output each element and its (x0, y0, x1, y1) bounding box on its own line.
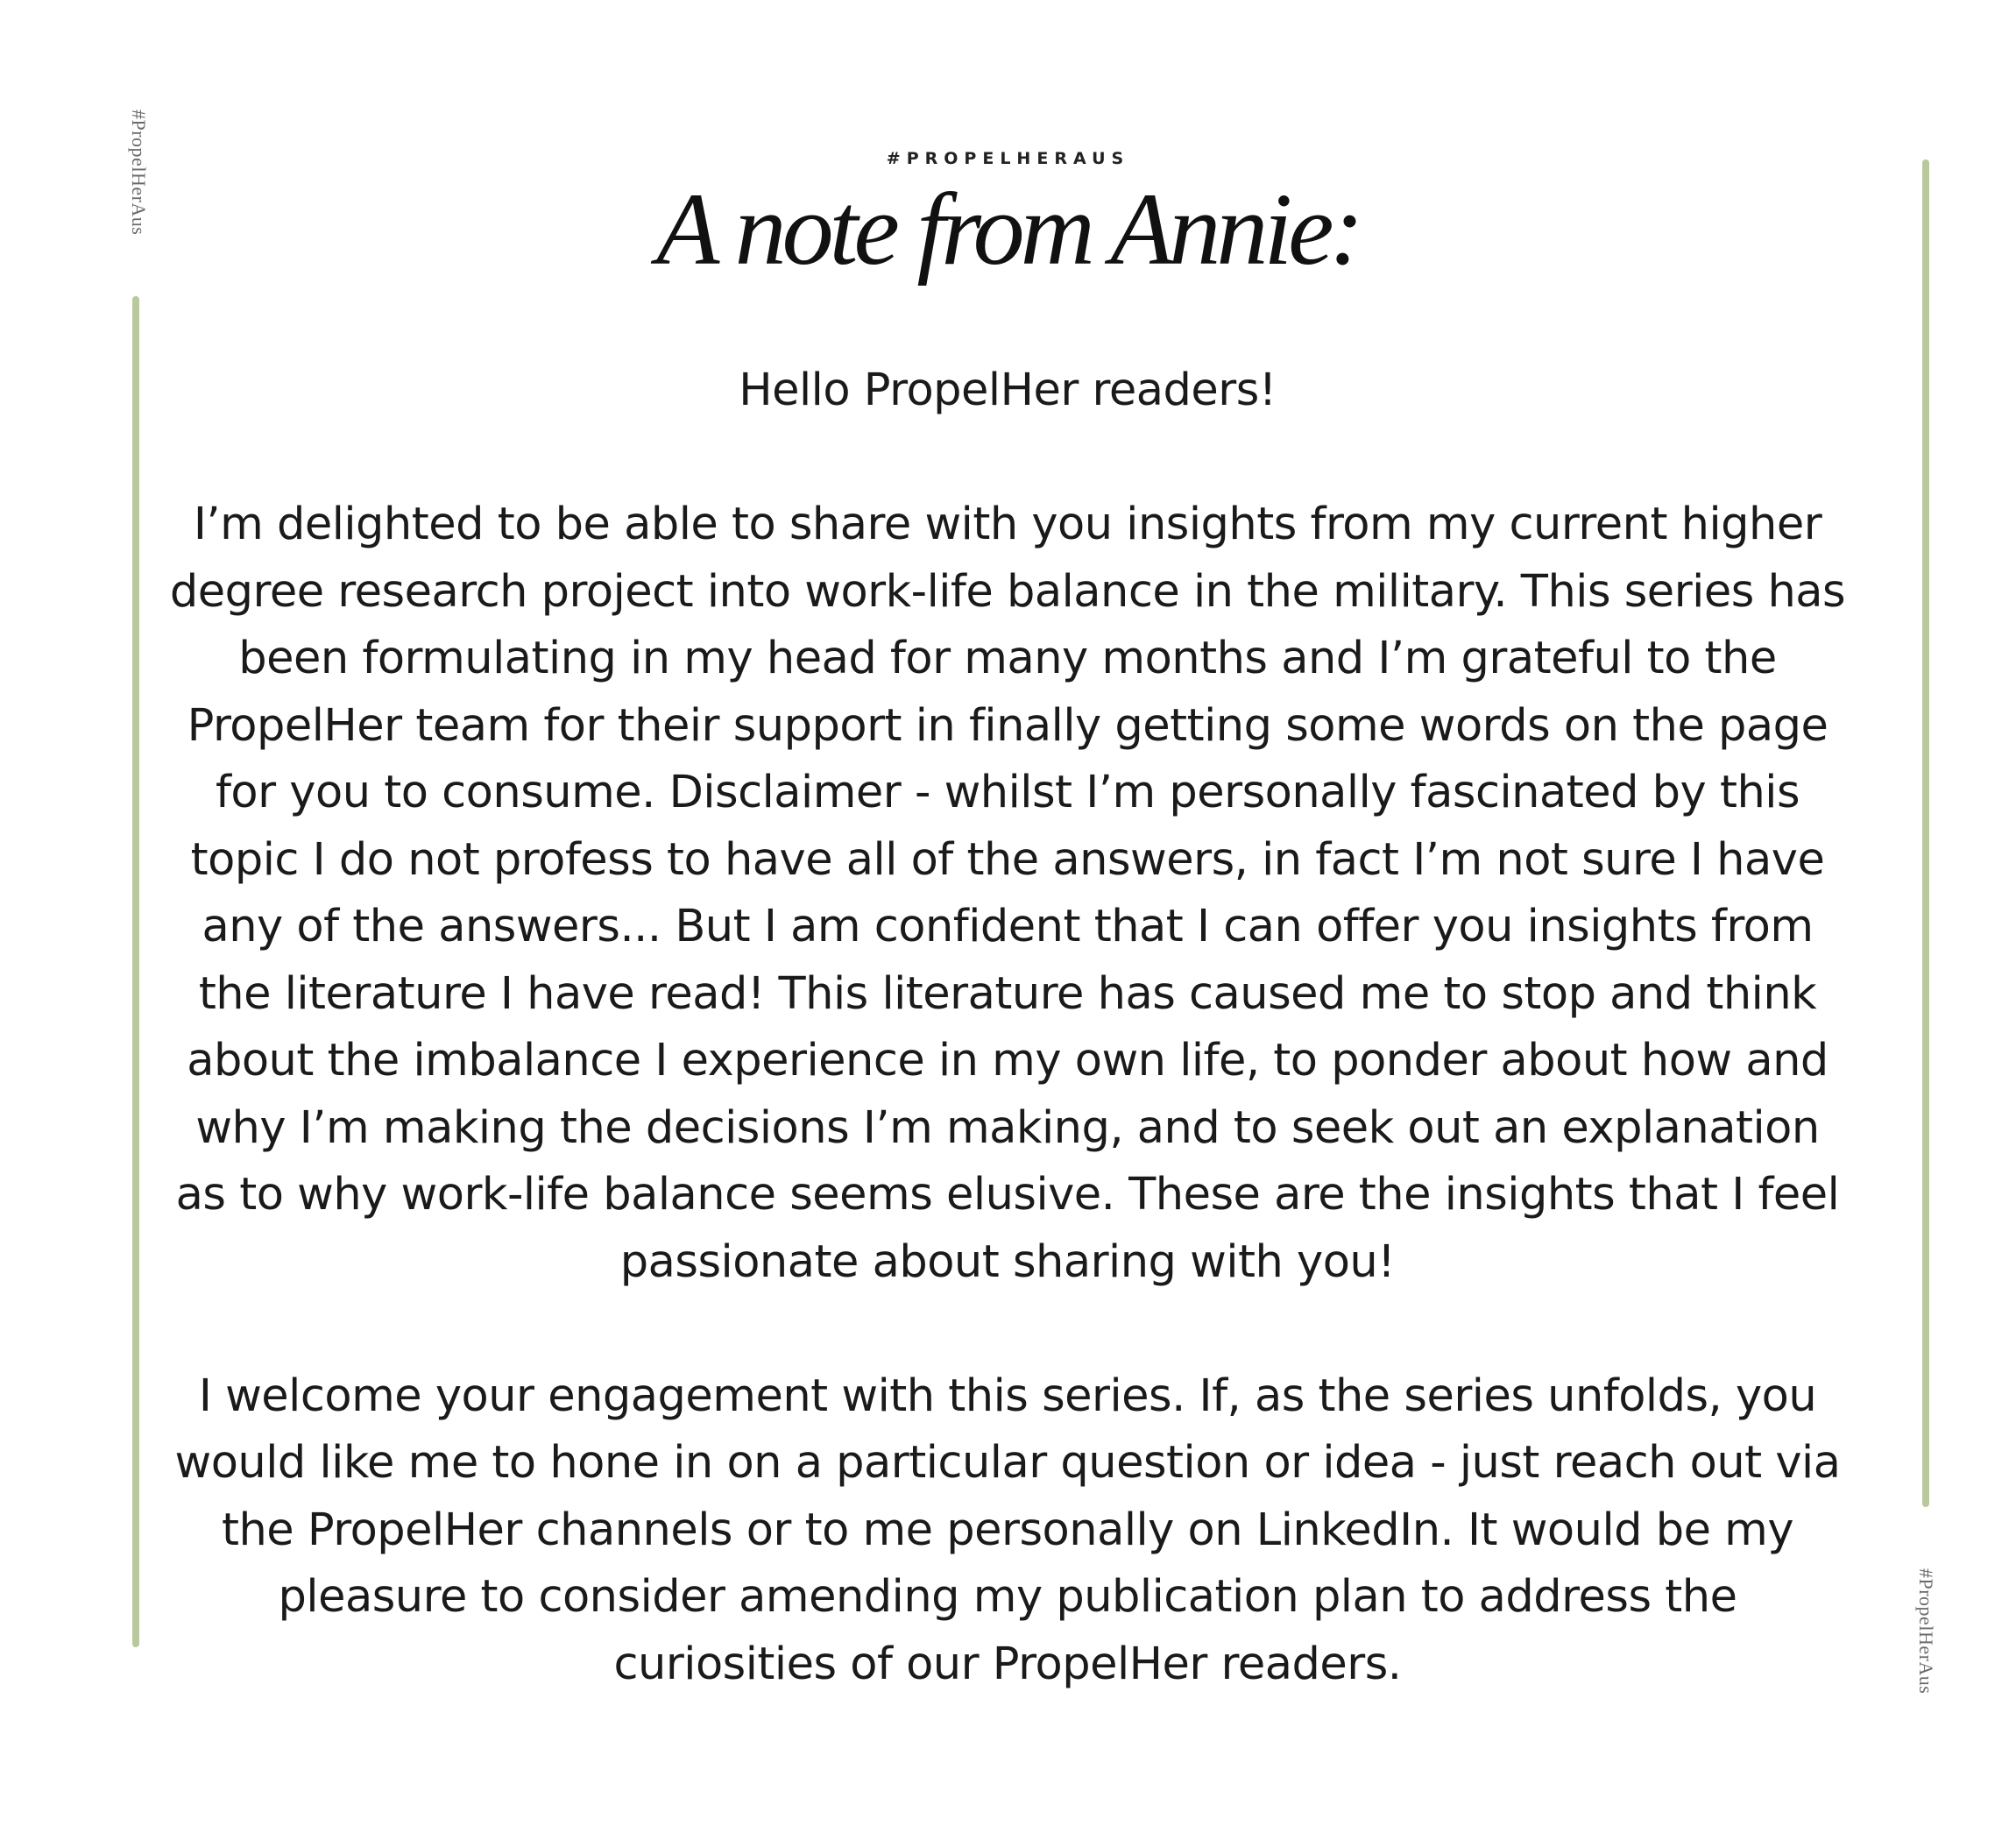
side-hashtag-right: #PropelHerAus (1915, 1568, 1937, 1695)
letter-body (166, 357, 1849, 1698)
page-title: A note from Annie: (656, 172, 1360, 287)
paragraph-engagement: I welcome your engagement with this series. If, as the series unfolds, you would like me to hone in on a particular question or idea - just reach out via the PropelHer channels or to me personally on LinkedIn. It would be my pleasure to consider amending my publication plan to address the curiosities of our PropelHer readers. (174, 1370, 1841, 1690)
accent-line-right (1922, 159, 1929, 1507)
paragraph-intro: I’m delighted to be able to share with you insights from my current higher degree research project into work-life balance in the military. This series has been formulating in my head for many months and I’m grateful to the PropelHer team for their support in finally getting some words on the page for you to consume. Disclaimer - whilst I’m personally fascinated by this topic I do not profess to have all of the answers, in fact I’m not sure I have any of the answers... But I am confident that I can offer you insights from the literature I have read! This literature has caused me to stop and think about the imbalance I experience in my own life, to ponder about how and why I’m making the decisions I’m making, and to seek out an explanation as to why work-life balance seems elusive. These are the insights that I feel passionate about sharing with you! (169, 499, 1846, 1288)
hashtag-kicker: #PROPELHERAUS (886, 149, 1130, 168)
greeting: Hello PropelHer readers! (739, 364, 1277, 416)
side-hashtag-left: #PropelHerAus (128, 110, 150, 236)
accent-line-left (132, 296, 139, 1647)
